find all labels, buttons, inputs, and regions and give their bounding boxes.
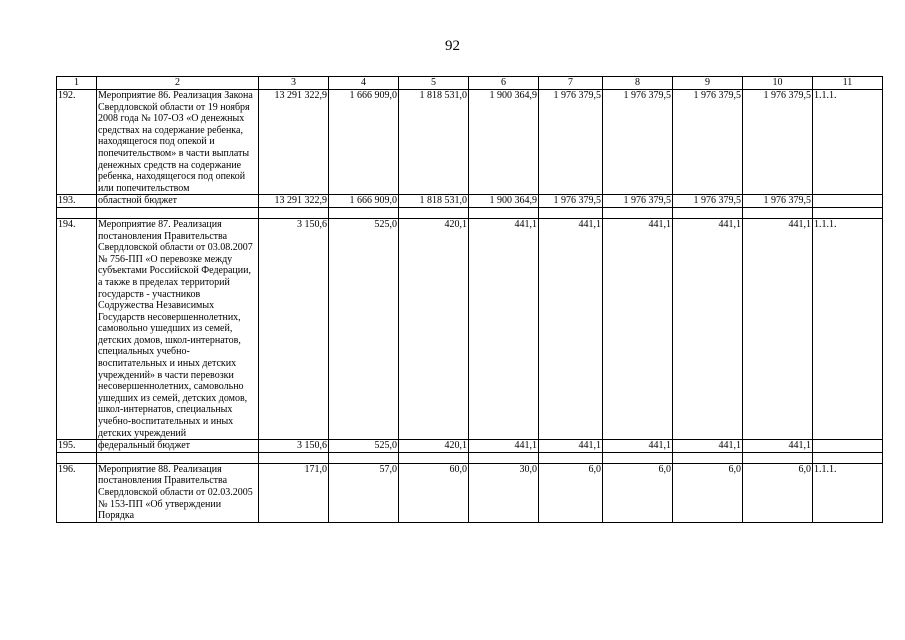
value-cell: 6,0 (673, 463, 743, 522)
column-header: 4 (329, 77, 399, 90)
column-header: 1 (57, 77, 97, 90)
column-header: 11 (813, 77, 883, 90)
table-spacer-row (57, 452, 883, 463)
value-cell: 441,1 (673, 440, 743, 453)
value-cell: 441,1 (603, 440, 673, 453)
activity-name: Мероприятие 88. Реализация постановления Правительства Свердловской области от 02.03.2005 № 153-ПП «Об утверждении Порядка (97, 463, 259, 522)
activity-name: областной бюджет (97, 195, 259, 208)
value-cell: 1 976 379,5 (539, 195, 603, 208)
activity-name: Мероприятие 87. Реализация постановления Правительства Свердловской области от 03.08.2007 № 756-ПП «О перевозке между субъектами Российской Федерации, а также в пределах территорий государств - участников Содружества Независимых Государств несовершеннолетних, самовольно ушедших из семей, детских домов, школ-интернатов, специальных учебно-воспитательных и иных детских учреждений» в части перевозки несовершеннолетних, самовольно ушедших из семей, детских домов, школ-интернатов, специальных учебно-воспитательных и иных детских учреждений (97, 218, 259, 439)
value-cell: 1 976 379,5 (539, 90, 603, 195)
value-cell: 441,1 (539, 218, 603, 439)
row-number: 195. (57, 440, 97, 453)
column-header: 3 (259, 77, 329, 90)
page-number: 92 (445, 38, 460, 54)
table-row (57, 90, 883, 195)
target-cell (813, 440, 883, 453)
row-number: 196. (57, 463, 97, 522)
value-cell: 1 818 531,0 (399, 90, 469, 195)
value-cell: 6,0 (743, 463, 813, 522)
column-header: 10 (743, 77, 813, 90)
value-cell: 420,1 (399, 218, 469, 439)
value-cell: 1 976 379,5 (743, 90, 813, 195)
value-cell: 6,0 (539, 463, 603, 522)
value-cell: 441,1 (743, 440, 813, 453)
target-cell: 1.1.1. (813, 218, 883, 439)
activity-name: Мероприятие 86. Реализация Закона Свердловской области от 19 ноября 2008 года № 107-ОЗ «О денежных средствах на содержание ребенка, находящегося под опекой и попечительством» в части выплаты денежных средств на содержание ребенка, находящегося под опекой или попечительством (97, 90, 259, 195)
value-cell: 1 976 379,5 (603, 90, 673, 195)
column-header: 6 (469, 77, 539, 90)
row-number: 194. (57, 218, 97, 439)
value-cell: 3 150,6 (259, 440, 329, 453)
target-cell: 1.1.1. (813, 90, 883, 195)
value-cell: 1 976 379,5 (673, 195, 743, 208)
column-header: 9 (673, 77, 743, 90)
value-cell: 6,0 (603, 463, 673, 522)
value-cell: 30,0 (469, 463, 539, 522)
table-row (57, 218, 883, 439)
value-cell: 57,0 (329, 463, 399, 522)
value-cell: 1 900 364,9 (469, 195, 539, 208)
value-cell: 525,0 (329, 218, 399, 439)
column-header: 2 (97, 77, 259, 90)
value-cell: 171,0 (259, 463, 329, 522)
activity-name: федеральный бюджет (97, 440, 259, 453)
value-cell: 1 976 379,5 (673, 90, 743, 195)
table-row (57, 440, 883, 453)
value-cell: 13 291 322,9 (259, 195, 329, 208)
column-header: 5 (399, 77, 469, 90)
column-numbers-row (57, 77, 883, 90)
value-cell: 3 150,6 (259, 218, 329, 439)
column-header: 8 (603, 77, 673, 90)
table-spacer-row (57, 207, 883, 218)
value-cell: 1 818 531,0 (399, 195, 469, 208)
value-cell: 13 291 322,9 (259, 90, 329, 195)
program-activities-table (56, 76, 883, 523)
value-cell: 60,0 (399, 463, 469, 522)
row-number: 193. (57, 195, 97, 208)
table-row (57, 463, 883, 522)
value-cell: 525,0 (329, 440, 399, 453)
row-number: 192. (57, 90, 97, 195)
value-cell: 1 976 379,5 (743, 195, 813, 208)
column-header: 7 (539, 77, 603, 90)
value-cell: 441,1 (673, 218, 743, 439)
value-cell: 441,1 (539, 440, 603, 453)
value-cell: 1 900 364,9 (469, 90, 539, 195)
value-cell: 441,1 (469, 218, 539, 439)
value-cell: 441,1 (743, 218, 813, 439)
table-row (57, 195, 883, 208)
value-cell: 441,1 (469, 440, 539, 453)
value-cell: 1 666 909,0 (329, 195, 399, 208)
value-cell: 441,1 (603, 218, 673, 439)
value-cell: 420,1 (399, 440, 469, 453)
value-cell: 1 666 909,0 (329, 90, 399, 195)
target-cell: 1.1.1. (813, 463, 883, 522)
target-cell (813, 195, 883, 208)
value-cell: 1 976 379,5 (603, 195, 673, 208)
